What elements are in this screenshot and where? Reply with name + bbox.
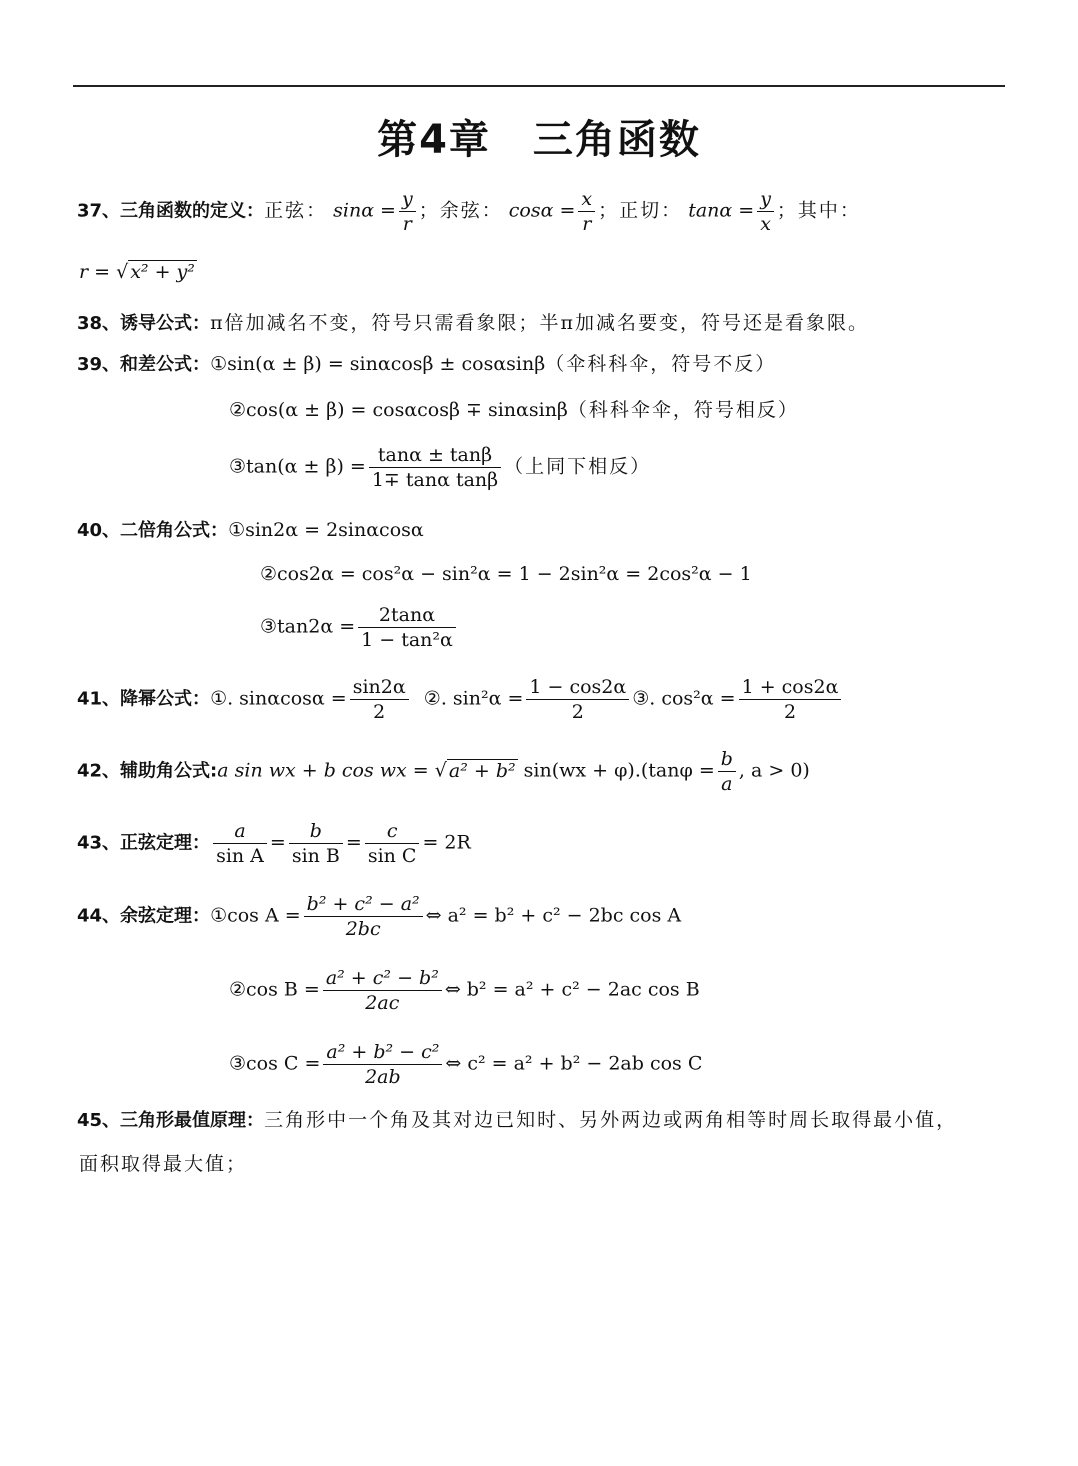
cosine-law-c-fraction	[323, 1041, 442, 1088]
header-rule	[73, 85, 1005, 87]
item-38-text: π倍加减名不变，符号只需看象限；半π加减名要变，符号还是看象限。	[210, 312, 870, 334]
aux-angle-numerator: b	[718, 748, 736, 772]
double-angle-tan-numerator: 2tanα	[358, 604, 456, 628]
sine-law-fraction-c	[365, 820, 420, 867]
sum-diff-tan-lhs: ③tan(α ± β) =	[229, 455, 366, 478]
power-reduce-b-denominator: 2	[571, 701, 584, 723]
item-45-text-line2: 面积取得最大值；	[79, 1153, 248, 1175]
cosine-law-b	[229, 967, 700, 1014]
item-43-label: 43、正弦定理：	[77, 832, 211, 854]
double-angle-tan	[260, 604, 459, 651]
sine-law-fraction-b	[289, 820, 343, 867]
sine-law-numerator-a: a	[213, 820, 267, 844]
sum-diff-sin-note: （伞科科伞，符号不反）	[545, 353, 777, 375]
cosine-law-b-rhs: ⇔ b² = a² + c² − 2ac cos B	[444, 978, 700, 1001]
cosine-denominator: r	[582, 213, 592, 235]
cosine-law-c-numerator: a² + b² − c²	[323, 1041, 442, 1065]
item-37-label: 37、三角函数的定义：	[77, 200, 265, 222]
sine-denominator: r	[402, 213, 412, 235]
item-39-label: 39、和差公式：	[77, 354, 211, 375]
item-41-label: 41、降幂公式：	[77, 688, 211, 710]
radius-root: x² + y²	[130, 261, 195, 283]
cosine-law-a-rhs: ⇔ a² = b² + c² − 2bc cos A	[425, 904, 682, 927]
cosine-law-a-numerator: b² + c² − a²	[304, 893, 423, 917]
power-reduce-b-lhs: ②. sin²α =	[423, 687, 524, 710]
aux-angle-root: a² + b²	[448, 759, 516, 782]
cosine-law-a-lhs: ①cos A =	[210, 904, 301, 927]
tangent-numerator: y	[757, 188, 774, 212]
aux-angle-fraction	[718, 748, 736, 795]
tangent-fraction	[757, 188, 774, 235]
aux-angle-denominator: a	[721, 773, 733, 795]
power-reduce-b-fraction	[526, 676, 629, 723]
sine-fraction	[399, 188, 416, 235]
power-reduce-c-lhs: ③. cos²α =	[632, 687, 736, 710]
cosine-law-a-fraction	[304, 893, 423, 940]
sine-law-denominator-c: sin C	[367, 845, 417, 867]
where-label: ；其中：	[776, 199, 861, 222]
sine-law-numerator-b: b	[289, 820, 343, 844]
sine-label: 正弦：	[264, 199, 328, 222]
sum-diff-cos-formula: ②cos(α ± β) = cosαcosβ ∓ sinαsinβ	[229, 399, 568, 421]
double-angle-tan-fraction	[358, 604, 456, 651]
cosine-law-b-lhs: ②cos B =	[229, 978, 320, 1001]
power-reduce-c-fraction	[739, 676, 842, 723]
item-40	[77, 518, 424, 543]
aux-angle-mid: sin(wx + φ).(tanφ =	[523, 759, 715, 782]
sine-lhs: sinα =	[333, 199, 396, 222]
sine-law-equals-2: =	[345, 831, 362, 854]
sine-law-tail: = 2R	[422, 831, 471, 854]
item-41	[77, 676, 844, 723]
item-45	[77, 1108, 957, 1133]
sine-law-equals-1: =	[269, 831, 286, 854]
item-44-label: 44、余弦定理：	[77, 905, 211, 927]
tangent-lhs: tanα =	[688, 199, 755, 222]
item-42-label: 42、辅助角公式:	[77, 760, 218, 782]
sum-diff-tan	[229, 444, 651, 491]
item-38	[77, 311, 869, 336]
sum-diff-cos-note: （科科伞伞，符号相反）	[567, 399, 799, 421]
cosine-numerator: x	[578, 188, 595, 212]
power-reduce-c-numerator: 1 + cos2α	[739, 676, 842, 700]
power-reduce-a-denominator: 2	[373, 701, 386, 723]
item-39	[77, 352, 776, 377]
item-40-label: 40、二倍角公式：	[77, 520, 229, 541]
item-37	[77, 188, 861, 235]
cosine-law-c-denominator: 2ab	[365, 1066, 401, 1088]
cosine-fraction	[578, 188, 595, 235]
item-45-text-line1: 三角形中一个角及其对边已知时、另外两边或两角相等时周长取得最小值，	[264, 1109, 958, 1131]
page-title: 第4章 三角函数	[377, 117, 701, 163]
aux-angle-tail: , a > 0)	[738, 759, 810, 782]
item-38-label: 38、诱导公式：	[77, 313, 211, 334]
tangent-denominator: x	[760, 213, 771, 235]
cosine-law-b-numerator: a² + c² − b²	[323, 967, 442, 991]
sine-law-denominator-a: sin A	[216, 845, 264, 867]
power-reduce-a-lhs: ①. sinαcosα =	[210, 687, 347, 710]
power-reduce-a-numerator: sin2α	[350, 676, 409, 700]
cosine-law-b-fraction	[323, 967, 442, 1014]
item-45-label: 45、三角形最值原理：	[77, 1110, 265, 1131]
double-angle-tan-denominator: 1 − tan²α	[361, 629, 453, 651]
sine-law-fraction-a	[213, 820, 267, 867]
double-angle-cos: ②cos2α = cos²α − sin²α = 1 − 2sin²α = 2cos²α − 1	[260, 563, 752, 585]
cosine-law-b-denominator: 2ac	[365, 992, 400, 1014]
cosine-law-c-rhs: ⇔ c² = a² + b² − 2ab cos C	[445, 1052, 703, 1075]
sum-diff-tan-denominator: 1∓ tanα tanβ	[371, 469, 499, 491]
cosine-law-a-denominator: 2bc	[345, 918, 381, 940]
sine-law-denominator-b: sin B	[291, 845, 340, 867]
item-42: 42、辅助角公式:a sin wx + b cos wx = √ a² + b² sin(wx + φ).(tanφ = $\frac{b}{a}$ , a > 0)	[77, 748, 810, 795]
sine-law-numerator-c: c	[365, 820, 420, 844]
cosine-lhs: cosα =	[508, 199, 576, 222]
power-reduce-b-numerator: 1 − cos2α	[526, 676, 629, 700]
sum-diff-tan-numerator: tanα ± tanβ	[369, 444, 501, 468]
item-43	[77, 820, 471, 867]
sum-diff-tan-fraction	[369, 444, 501, 491]
sum-diff-tan-note: （上同下相反）	[504, 455, 652, 478]
cosine-law-c-lhs: ③cos C =	[229, 1052, 321, 1075]
tangent-label: ；正切：	[598, 199, 683, 222]
sum-diff-cos	[229, 398, 799, 422]
item-44	[77, 893, 681, 940]
double-angle-tan-lhs: ③tan2α =	[260, 615, 356, 638]
cosine-law-c	[229, 1041, 702, 1088]
power-reduce-a-fraction	[350, 676, 409, 723]
radius-formula: r = √ x² + y²	[79, 261, 195, 283]
sine-numerator: y	[399, 188, 416, 212]
aux-angle-lhs: a sin wx + b cos wx =	[217, 759, 429, 782]
cosine-label: ；余弦：	[418, 199, 503, 222]
radius-lhs: r =	[79, 261, 111, 283]
sum-diff-sin-formula: ①sin(α ± β) = sinαcosβ ± cosαsinβ	[210, 353, 546, 375]
double-angle-sin: ①sin2α = 2sinαcosα	[228, 519, 424, 541]
power-reduce-c-denominator: 2	[783, 701, 797, 723]
